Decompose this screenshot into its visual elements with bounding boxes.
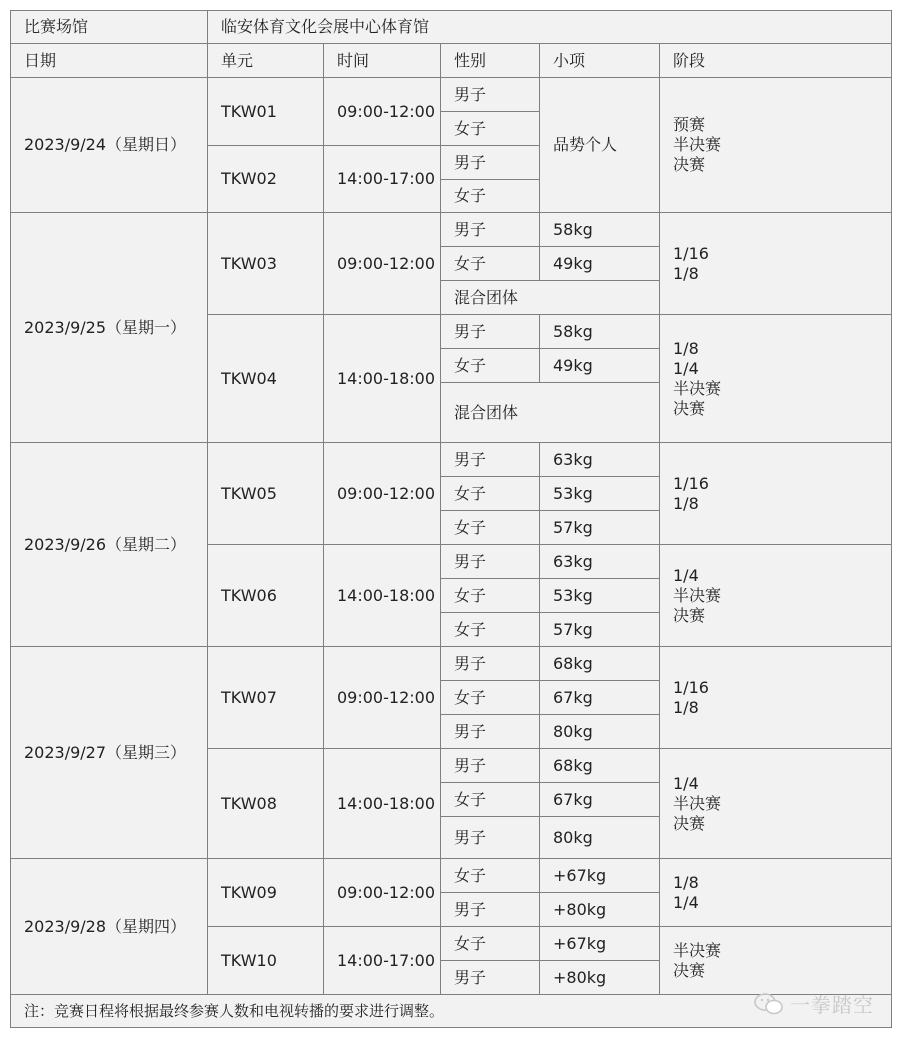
gender-cell: 女子 [441,613,540,647]
header-event: 小项 [540,44,660,78]
venue-label: 比赛场馆 [11,11,208,44]
event-cell: 68kg [540,749,660,783]
gender-cell: 男子 [441,647,540,681]
unit-time: 09:00-12:00 [324,213,441,315]
watermark-text: 一拳踏空 [790,993,874,1017]
date-cell: 2023/9/27（星期三） [11,647,208,859]
stage-cell: 预赛 半决赛 决赛 [660,78,891,213]
gender-cell: 女子 [441,112,540,146]
event-cell: 68kg [540,647,660,681]
gender-cell: 男子 [441,78,540,112]
stage-cell: 1/16 1/8 [660,213,891,315]
header-stage: 阶段 [660,44,891,78]
stage-cell: 半决赛 决赛 [660,927,891,995]
gender-cell: 男子 [441,961,540,995]
unit-code: TKW09 [208,859,324,927]
gender-cell: 男子 [441,817,540,859]
stage-cell: 1/16 1/8 [660,443,891,545]
header-time: 时间 [324,44,441,78]
event-cell: 53kg [540,477,660,511]
header-gender: 性别 [441,44,540,78]
event-cell: 80kg [540,715,660,749]
gender-cell-mixed: 混合团体 [441,281,660,315]
header-unit: 单元 [208,44,324,78]
gender-cell: 男子 [441,315,540,349]
header-date: 日期 [11,44,208,78]
gender-cell: 男子 [441,715,540,749]
event-cell: 品势个人 [540,78,660,213]
unit-code: TKW01 [208,78,324,146]
gender-cell: 女子 [441,180,540,213]
event-cell: 58kg [540,213,660,247]
gender-cell: 女子 [441,783,540,817]
unit-code: TKW06 [208,545,324,647]
gender-cell: 男子 [441,443,540,477]
unit-code: TKW04 [208,315,324,443]
event-cell: 63kg [540,443,660,477]
unit-code: TKW10 [208,927,324,995]
stage-cell: 1/8 1/4 半决赛 决赛 [660,315,891,443]
gender-cell: 男子 [441,749,540,783]
gender-cell: 女子 [441,859,540,893]
gender-cell: 女子 [441,927,540,961]
stage-cell: 1/8 1/4 [660,859,891,927]
schedule-table [10,10,892,1028]
gender-cell: 男子 [441,213,540,247]
watermark [754,989,874,1018]
gender-cell: 女子 [441,349,540,383]
unit-code: TKW05 [208,443,324,545]
stage-cell: 1/4 半决赛 决赛 [660,545,891,647]
gender-cell: 男子 [441,545,540,579]
venue-name: 临安体育文化会展中心体育馆 [208,11,891,44]
event-cell: 58kg [540,315,660,349]
unit-time: 14:00-17:00 [324,146,441,213]
gender-cell: 男子 [441,893,540,927]
date-cell: 2023/9/24（星期日） [11,78,208,213]
gender-cell: 女子 [441,579,540,613]
event-cell: 49kg [540,349,660,383]
event-cell: 67kg [540,681,660,715]
event-cell: +67kg [540,859,660,893]
unit-time: 14:00-17:00 [324,927,441,995]
wechat-icon [754,992,784,1016]
gender-cell: 女子 [441,247,540,281]
event-cell: +67kg [540,927,660,961]
event-cell: 57kg [540,613,660,647]
unit-code: TKW07 [208,647,324,749]
event-cell: 67kg [540,783,660,817]
stage-cell: 1/4 半决赛 决赛 [660,749,891,859]
event-cell: 53kg [540,579,660,613]
unit-code: TKW03 [208,213,324,315]
gender-cell-mixed: 混合团体 [441,383,660,443]
event-cell: 63kg [540,545,660,579]
event-cell: 80kg [540,817,660,859]
date-cell: 2023/9/28（星期四） [11,859,208,995]
stage-cell: 1/16 1/8 [660,647,891,749]
gender-cell: 男子 [441,146,540,180]
date-cell: 2023/9/25（星期一） [11,213,208,443]
event-cell: 49kg [540,247,660,281]
unit-time: 09:00-12:00 [324,78,441,146]
unit-time: 09:00-12:00 [324,859,441,927]
unit-code: TKW08 [208,749,324,859]
gender-cell: 女子 [441,511,540,545]
unit-time: 14:00-18:00 [324,545,441,647]
unit-code: TKW02 [208,146,324,213]
gender-cell: 女子 [441,477,540,511]
unit-time: 14:00-18:00 [324,749,441,859]
gender-cell: 女子 [441,681,540,715]
event-cell: +80kg [540,961,660,995]
unit-time: 09:00-12:00 [324,647,441,749]
date-cell: 2023/9/26（星期二） [11,443,208,647]
unit-time: 09:00-12:00 [324,443,441,545]
event-cell: +80kg [540,893,660,927]
footnote: 注：竞赛日程将根据最终参赛人数和电视转播的要求进行调整。 [24,1001,445,1020]
unit-time: 14:00-18:00 [324,315,441,443]
event-cell: 57kg [540,511,660,545]
